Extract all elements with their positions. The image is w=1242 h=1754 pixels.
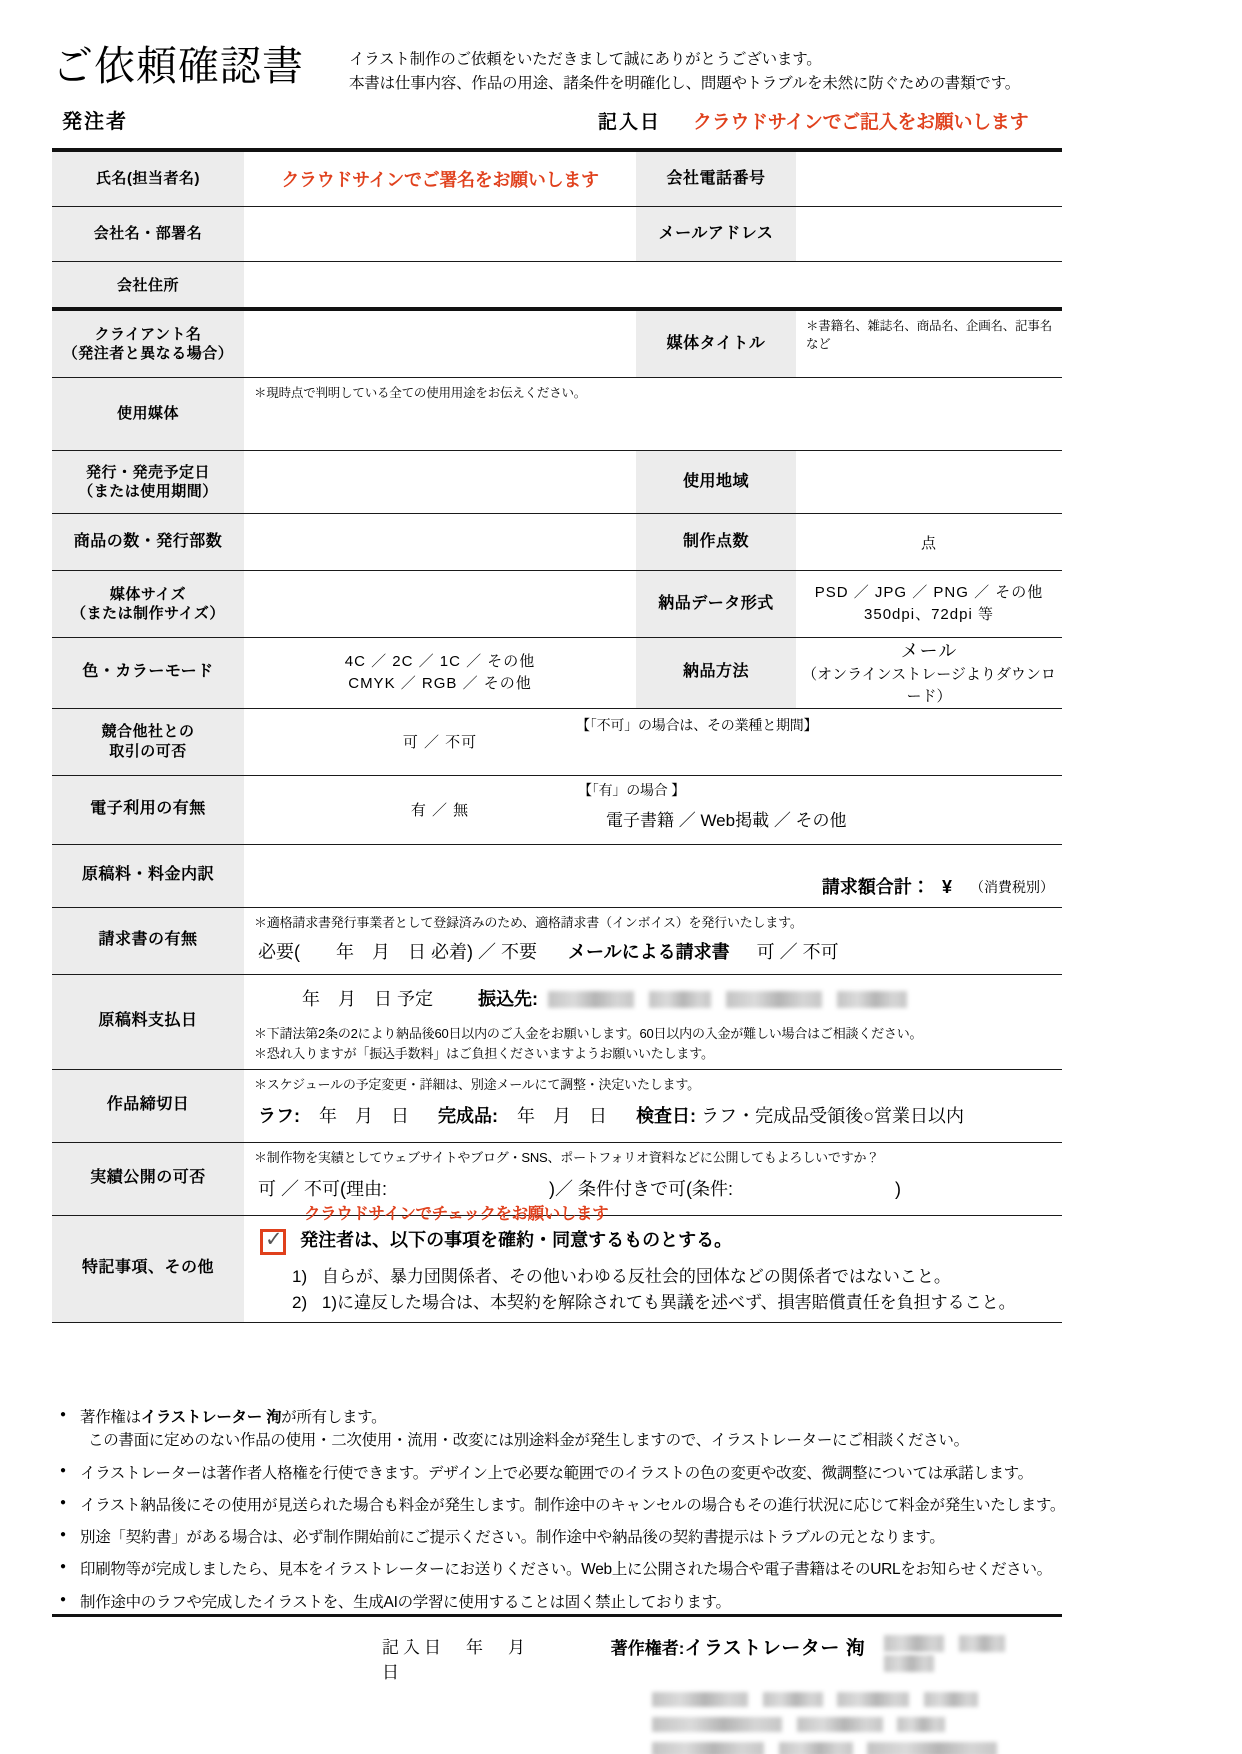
list-item — [58, 1494, 1068, 1517]
page-title: ご依頼確認書 — [52, 43, 304, 89]
field-count-value[interactable] — [796, 514, 1062, 571]
row-label-usage-media: 使用媒体 — [52, 378, 244, 451]
row-label-delivery-method: 納品方法 — [636, 638, 796, 709]
cloudsign-sign-note: クラウドサインでご署名をお願いします — [281, 170, 599, 190]
table-row — [52, 638, 1062, 709]
row-label-count: 制作点数 — [636, 514, 796, 571]
intro-line-1: イラスト制作のご依頼をいただきまして誠にありがとうございます。 — [349, 51, 822, 68]
list-item — [58, 1406, 1068, 1453]
agreement-item-1-text: 自らが、暴力団関係者、その他いわゆる反社会的団体などの関係者ではないこと。 — [321, 1266, 951, 1286]
field-name-value[interactable] — [244, 150, 636, 207]
bullet-1-line-2: この書面に定めのない作品の使用・二次使用・流用・改変には別途料金が発生しますので、イラストレーターにご相談ください。 — [88, 1432, 969, 1450]
orderer-label: 発注者 — [62, 111, 128, 133]
agreement-checkbox[interactable] — [260, 1229, 286, 1255]
bullet-3-text: イラスト納品後にその使用が見送られた場合も料金が発生します。制作途中のキャンセルの場合もその進行状況に応じて料金が発生いたします。 — [80, 1496, 1066, 1514]
bullet-1-pre: 著作権は — [80, 1409, 141, 1426]
table-row — [52, 844, 1062, 907]
redacted-line2-c — [897, 1717, 945, 1732]
row-label-client-name: クライアント名 （発注者と異なる場合） — [52, 309, 244, 378]
table-row — [52, 207, 1062, 262]
field-media-title-value[interactable] — [796, 309, 1062, 378]
redacted-bank-1 — [548, 991, 634, 1008]
row-sublabel-media-size: （または制作サイズ） — [71, 605, 225, 622]
table-row — [52, 907, 1062, 974]
publish-hint: ＊制作物を実績としてウェブサイトやブログ・SNS、ポートフォリオ資料などに公開してもよろしいですか？ — [254, 1149, 880, 1165]
field-email-value[interactable] — [796, 207, 1062, 262]
list-item — [58, 1462, 1068, 1485]
fill-date-label: 記入日 — [598, 112, 662, 133]
bullet-2-text: イラストレーターは著作者人格権を行使できます。デザイン上で必要な範囲でのイラストの色の変更や改変、微調整については承諾します。 — [80, 1464, 1033, 1482]
bullet-1-bold: イラストレーター 洵 — [140, 1409, 282, 1426]
table-row — [52, 775, 1062, 844]
electronic-options[interactable]: 電子書籍 ／ Web掲載 ／ その他 — [606, 810, 847, 830]
row-label-special: 特記事項、その他 — [52, 1215, 244, 1322]
field-electronic-note-area[interactable] — [578, 775, 1062, 844]
invoice-by-email-label: メールによる請求書 — [568, 941, 730, 962]
fee-total-label: 請求額合計： — [821, 876, 930, 897]
field-payday-area[interactable] — [244, 974, 1062, 1069]
redacted-footer-3 — [884, 1655, 934, 1672]
redacted-line1-b — [763, 1692, 823, 1707]
list-item — [58, 1526, 1068, 1549]
redacted-line1-c — [837, 1692, 909, 1707]
deadline-final-label: 完成品: — [438, 1105, 499, 1126]
invoice-required-option[interactable]: 必要( 年 月 日 必着) ／ 不要 — [258, 941, 537, 962]
row-label-payday: 原稿料支払日 — [52, 974, 244, 1069]
fee-currency-symbol: ¥ — [941, 876, 952, 897]
redacted-bank-4 — [837, 991, 907, 1008]
row-label-electronic-use: 電子利用の有無 — [52, 775, 244, 844]
redacted-contact-line-3 — [647, 1739, 1062, 1754]
table-row — [52, 378, 1062, 451]
redacted-bank-3 — [726, 991, 822, 1008]
copyright-holder — [611, 1633, 865, 1660]
row-label-quantity: 商品の数・発行部数 — [52, 514, 244, 571]
row-label-media-size: 媒体サイズ （または制作サイズ） — [52, 571, 244, 638]
row-label-deadline: 作品締切日 — [52, 1069, 244, 1142]
delivery-format-line-2: 350dpi、72dpi 等 — [864, 606, 994, 623]
intro-text — [349, 38, 1020, 96]
table-row — [52, 1215, 1062, 1322]
row-sublabel-competitor: 取引の可否 — [109, 742, 187, 760]
table-row — [52, 571, 1062, 638]
field-usage-media-value[interactable] — [244, 378, 1062, 451]
redacted-line2-b — [797, 1717, 883, 1732]
copyright-holder-label: 著作権者: — [610, 1639, 685, 1658]
electronic-hint: 【「有」の場合 】 — [578, 781, 686, 798]
bullet-6-text: 制作途中のラフや完成したイラストを、生成AIの学習に使用することは固く禁止しております。 — [80, 1593, 731, 1611]
row-sublabel-client-name: （発注者と異なる場合） — [62, 345, 234, 362]
row-label-competitor: 競合他社との 取引の可否 — [52, 708, 244, 775]
deadline-rough-label: ラフ: — [258, 1105, 300, 1126]
table-row — [52, 974, 1062, 1069]
delivery-method-line-1: メール — [900, 641, 958, 661]
row-label-name: 氏名(担当者名) — [52, 150, 244, 207]
redacted-line3-a — [652, 1742, 764, 1754]
payday-hint-2: ＊恐れ入りますが「振込手数料」はご負担くださいますようお願いいたします。 — [254, 1045, 714, 1061]
deadline-rough-date[interactable]: 年 月 日 — [319, 1105, 410, 1126]
field-company-phone-value[interactable] — [796, 150, 1062, 207]
color-mode-line-2: CMYK ／ RGB ／ その他 — [348, 674, 532, 692]
field-invoice-area[interactable] — [244, 907, 1062, 974]
cloudsign-fill-note: クラウドサインでご記入をお願いします — [693, 112, 1029, 133]
field-competitor-choice[interactable]: 可 ／ 不可 — [244, 708, 636, 775]
deadline-check-value[interactable]: ラフ・完成品受領後○営業日以内 — [701, 1105, 964, 1126]
table-row — [52, 514, 1062, 571]
copyright-holder-name: イラストレーター 洵 — [684, 1638, 866, 1659]
competitor-hint: 【「不可」の場合は、その業種と期間】 — [576, 716, 818, 733]
list-item — [58, 1591, 1068, 1614]
deadline-check-label: 検査日: — [636, 1105, 697, 1126]
deadline-final-date[interactable]: 年 月 日 — [517, 1105, 608, 1126]
field-delivery-method-options[interactable] — [796, 638, 1062, 709]
field-special-area[interactable] — [244, 1204, 1062, 1322]
row-label-company-dept: 会社名・部署名 — [52, 207, 244, 262]
table-row — [52, 708, 1062, 775]
publish-options[interactable]: 可 ／ 不可(理由: )／ 条件付きで可(条件: ) — [258, 1178, 901, 1199]
bullet-5-text: 印刷物等が完成しましたら、見本をイラストレーターにお送りください。Web上に公開された場合や電子書籍はそのURLをお知らせください。 — [80, 1561, 1052, 1579]
footer-fill-date[interactable]: 記入日 年 月 日 — [382, 1638, 550, 1682]
redacted-line3-c — [867, 1742, 997, 1754]
payday-bank-label: 振込先: — [478, 988, 539, 1009]
redacted-contact-line-1 — [647, 1689, 1062, 1709]
bullet-4-text: 別途「契約書」がある場合は、必ず制作開始前にご提示ください。制作途中や納品後の契約書提示はトラブルの元となります。 — [80, 1529, 945, 1546]
field-competitor-note-area[interactable] — [576, 708, 1062, 775]
table-row — [52, 309, 1062, 378]
field-delivery-format-options[interactable] — [796, 571, 1062, 638]
bullet-1-post: が所有します。 — [281, 1409, 387, 1426]
field-color-mode-options[interactable] — [244, 638, 636, 709]
field-region-value[interactable] — [796, 451, 1062, 514]
field-deadline-area[interactable] — [244, 1069, 1062, 1142]
delivery-format-line-1: PSD ／ JPG ／ PNG ／ その他 — [814, 584, 1044, 602]
row-label-invoice: 請求書の有無 — [52, 907, 244, 974]
terms-bullet-list — [58, 1406, 1068, 1623]
list-item — [58, 1558, 1068, 1581]
row-label-email: メールアドレス — [636, 207, 796, 262]
row-label-color-mode: 色・カラーモード — [52, 638, 244, 709]
job-detail-table — [52, 307, 1062, 1323]
invoice-hint: ＊適格請求書発行事業者として登録済みのため、適格請求書（インボイス）を発行いたします。 — [254, 914, 803, 930]
field-company-address-value[interactable] — [244, 262, 1062, 311]
row-label-publish: 実績公開の可否 — [52, 1142, 244, 1215]
row-label-company-phone: 会社電話番号 — [636, 150, 796, 207]
deadline-hint: ＊スケジュールの予定変更・詳細は、別途メールにて調整・決定いたします。 — [254, 1076, 700, 1092]
redacted-line2-a — [652, 1717, 782, 1732]
table-row — [52, 150, 1062, 207]
row-sublabel-release-date: （または使用期間） — [78, 483, 218, 500]
field-fee-area[interactable] — [244, 844, 1062, 907]
field-release-date-value[interactable] — [244, 451, 636, 514]
cloudsign-check-note: クラウドサインでチェックをお願いします — [304, 1204, 609, 1223]
count-unit: 点 — [920, 534, 937, 552]
agreement-statement: 発注者は、以下の事項を確約・同意するものとする。 — [300, 1229, 733, 1250]
field-electronic-choice[interactable]: 有 ／ 無 — [244, 775, 636, 844]
agreement-item-2-number: 2) — [292, 1292, 308, 1312]
row-label-region: 使用地域 — [636, 451, 796, 514]
redacted-line3-b — [779, 1742, 853, 1754]
row-label-media-title: 媒体タイトル — [636, 309, 796, 378]
intro-line-2: 本書は仕事内容、作品の用途、諸条件を明確化し、問題やトラブルを未然に防ぐための書類です。 — [349, 75, 1021, 93]
redacted-line1-a — [652, 1692, 748, 1707]
agreement-item-2-text: 1)に違反した場合は、本契約を解除されても異議を述べず、損害賠償責任を負担すること。 — [321, 1292, 1016, 1312]
media-title-hint: ＊書籍名、雑誌名、商品名、企画名、記事名など — [806, 319, 1053, 352]
delivery-method-line-2: （オンラインストレージよりダウンロード） — [802, 666, 1056, 705]
redacted-footer-1 — [884, 1635, 944, 1652]
fee-tax-note: （消費税別） — [970, 878, 1054, 895]
orderer-table — [52, 148, 1062, 311]
document-footer — [52, 1614, 1062, 1754]
agreement-item-1-number: 1) — [292, 1266, 308, 1286]
usage-media-hint: ＊現時点で判明している全ての使用用途をお伝えください。 — [254, 386, 587, 400]
redacted-footer-2 — [959, 1635, 1005, 1652]
row-label-fee: 原稿料・料金内訳 — [52, 844, 244, 907]
table-row — [52, 1069, 1062, 1142]
table-row — [52, 451, 1062, 514]
document-header — [52, 38, 1062, 96]
redacted-contact-block — [647, 1689, 1062, 1754]
field-media-size-value[interactable] — [244, 571, 636, 638]
color-mode-line-1: 4C ／ 2C ／ 1C ／ その他 — [344, 653, 536, 671]
payday-hint-1: ＊下請法第2条の2により納品後60日以内のご入金をお願いします。60日以内の入金が難しい場合はご相談ください。 — [254, 1025, 923, 1041]
field-company-dept-value[interactable] — [244, 207, 636, 262]
row-label-company-address: 会社住所 — [52, 262, 244, 311]
redacted-line1-d — [924, 1692, 978, 1707]
payday-date[interactable]: 年 月 日 予定 — [302, 988, 434, 1009]
orderer-heading-row — [62, 105, 1062, 134]
field-client-name-value[interactable] — [244, 309, 636, 378]
row-label-delivery-format: 納品データ形式 — [636, 571, 796, 638]
redacted-bank-2 — [649, 991, 711, 1008]
redacted-contact-line-2 — [647, 1714, 1062, 1734]
table-row — [52, 262, 1062, 311]
field-quantity-value[interactable] — [244, 514, 636, 571]
row-label-release-date: 発行・発売予定日 （または使用期間） — [52, 451, 244, 514]
invoice-by-email-option[interactable]: 可 ／ 不可 — [756, 941, 839, 962]
